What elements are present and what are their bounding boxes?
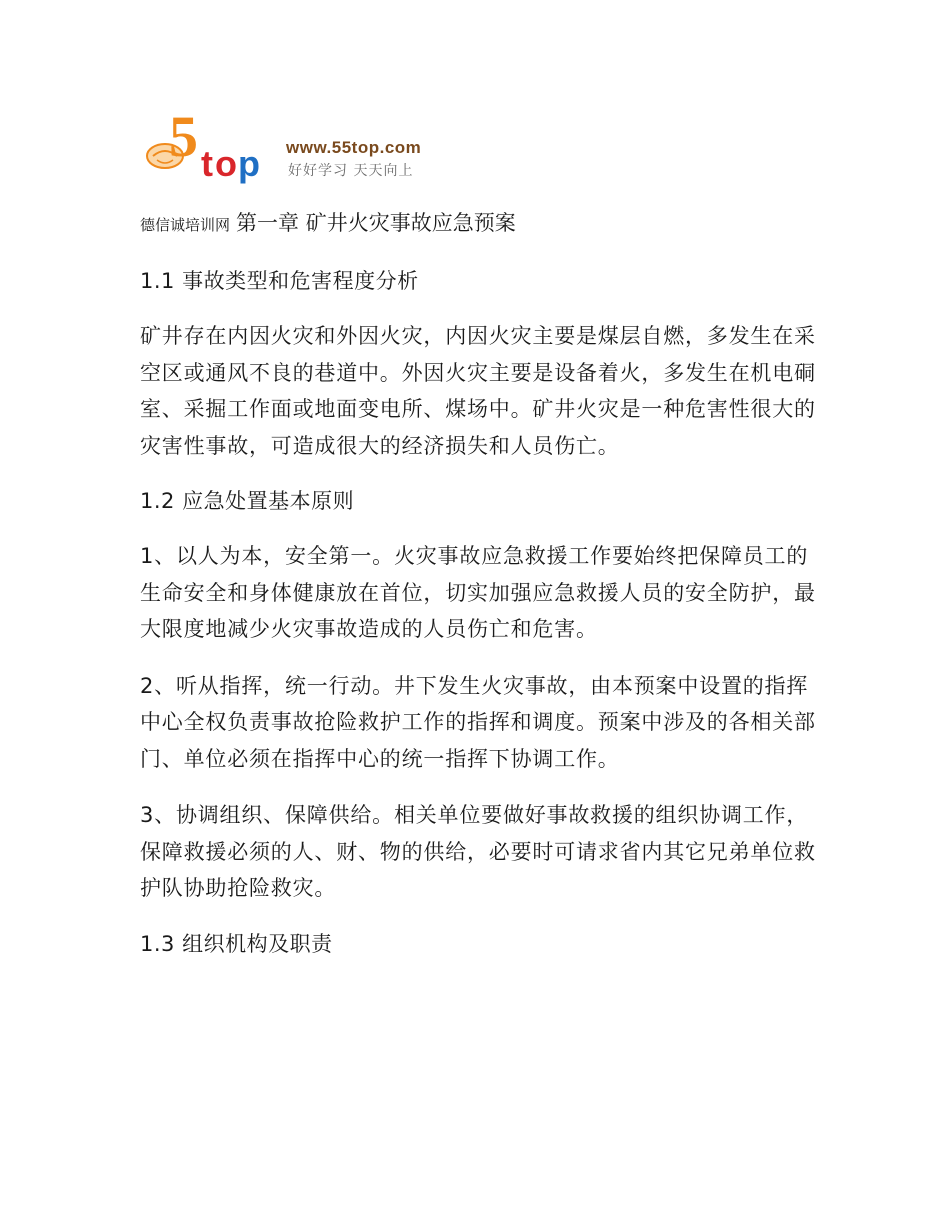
logo-graphic (143, 110, 288, 190)
logo-url: www.55top.com (286, 138, 422, 157)
section-heading: 1.2 应急处置基本原则 (140, 489, 355, 513)
site-logo (143, 110, 453, 190)
section-paragraph: 2、听从指挥，统一行动。井下发生火灾事故，由本预案中设置的指挥中心全权负责事故抢险救护工作的指挥和调度。预案中涉及的各相关部门、单位必须在指挥中心的统一指挥下协调工作。 (140, 673, 816, 771)
section-paragraph: 3、协调组织、保障供给。相关单位要做好事故救援的组织协调工作，保障救援必须的人、财、物的供给，必要时可请求省内其它兄弟单位救护队协助抢险救灾。 (140, 803, 816, 900)
logo-five-glyph: 5 (169, 110, 198, 169)
chapter-title-line (140, 208, 820, 240)
logo-t-glyph: t (201, 143, 213, 184)
document-body (140, 208, 820, 981)
section-paragraph: 1、以人为本，安全第一。火灾事故应急救援工作要始终把保障员工的生命安全和身体健康放在首位，切实加强应急救援人员的安全防护，最大限度地减少火灾事故造成的人员伤亡和危害。 (140, 544, 816, 641)
section-heading: 1.1 事故类型和危害程度分析 (140, 269, 419, 293)
chapter-title: 第一章 矿井火灾事故应急预案 (236, 211, 516, 235)
section-heading: 1.3 组织机构及职责 (140, 931, 333, 956)
section-paragraph: 矿井存在内因火灾和外因火灾，内因火灾主要是煤层自燃，多发生在采空区或通风不良的巷道中。外因火灾主要是设备着火，多发生在机电硐室、采掘工作面或地面变电所、煤场中。矿井火灾是一种危害性很大的灾害性事故，可造成很大的经济损失和人员伤亡。 (140, 324, 816, 458)
logo-o-glyph: o (215, 143, 237, 184)
logo-p-glyph: p (238, 143, 260, 184)
site-name: 德信诚培训网 (140, 216, 231, 234)
logo-slogan: 好好学习 天天向上 (288, 163, 414, 179)
